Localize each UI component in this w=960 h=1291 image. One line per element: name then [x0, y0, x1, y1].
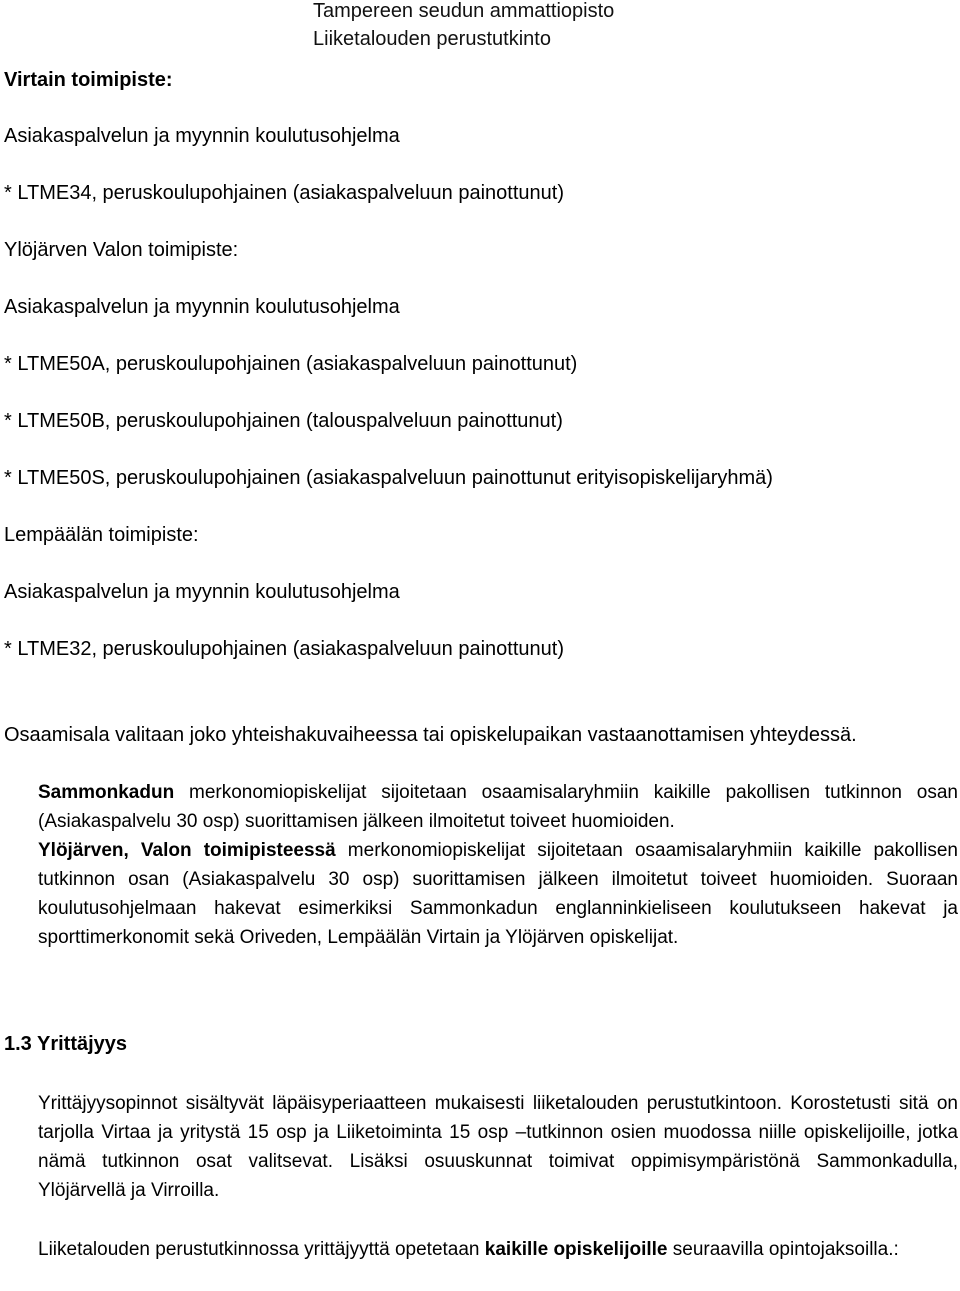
degree-name: Liiketalouden perustutkinto [313, 28, 551, 50]
placement-paragraph [38, 836, 958, 952]
section-title: 1.3 Yrittäjyys [4, 1033, 128, 1055]
ylojarvi-item: * LTME50B, peruskoulupohjainen (talouspalveluun painottunut) [4, 410, 563, 432]
final-post: seuraavilla opintojaksoilla.: [667, 1239, 899, 1260]
virtain-item: * LTME34, peruskoulupohjainen (asiakaspalveluun painottunut) [4, 182, 564, 204]
ylojarvi-program: Asiakaspalvelun ja myynnin koulutusohjelma [4, 296, 400, 318]
lempaala-program: Asiakaspalvelun ja myynnin koulutusohjelma [4, 581, 400, 603]
final-paragraph [38, 1235, 958, 1264]
ylojarvi-heading: Ylöjärven Valon toimipiste: [4, 239, 239, 261]
virtain-heading: Virtain toimipiste: [4, 69, 173, 91]
placement-body: merkonomiopiskelijat sijoitetaan osaamisalaryhmiin kaikille pakollisen tutkinnon osan (Asiakaspalvelu 30 osp) suorittamisen jälkeen ilmoitetut toiveet huomioiden. [38, 782, 958, 832]
ylojarvi-item: * LTME50S, peruskoulupohjainen (asiakaspalveluun painottunut erityisopiskelijaryhmä) [4, 467, 773, 489]
lempaala-heading: Lempäälän toimipiste: [4, 524, 199, 546]
final-body [38, 1235, 958, 1264]
org-name: Tampereen seudun ammattiopisto [313, 0, 615, 22]
placement-bold: Ylöjärven, Valon toimipisteessä [38, 840, 336, 861]
placement-paragraph [38, 778, 958, 836]
section-paragraph [38, 1089, 958, 1205]
lempaala-item: * LTME32, peruskoulupohjainen (asiakaspalveluun painottunut) [4, 638, 564, 660]
virtain-program: Asiakaspalvelun ja myynnin koulutusohjelma [4, 125, 400, 147]
placement-body: merkonomiopiskelijat sijoitetaan osaamisalaryhmiin kaikille pakollisen tutkinnon osan (Asiakaspalvelu 30 osp) suorittamisen jälkeen ilmoitetut toiveet huomioiden. Suoraan koulutusohjelmaan hakevat esimerkiksi Sammonkadun englanninkieliseen koulutukseen hakevat ja sporttimerkonomit sekä Oriveden, Lempäälän Virtain ja Ylöjärven opiskelijat. [38, 840, 959, 948]
placement-text [38, 778, 958, 952]
osaamisala-note: Osaamisala valitaan joko yhteishakuvaiheessa tai opiskelupaikan vastaanottamisen yhteydessä. [4, 724, 857, 746]
ylojarvi-item: * LTME50A, peruskoulupohjainen (asiakaspalveluun painottunut) [4, 353, 578, 375]
section-body: Yrittäjyysopinnot sisältyvät läpäisyperiaatteen mukaisesti liiketalouden perustutkintoon. Korostetusti sitä on tarjolla Virtaa ja yritystä 15 osp ja Liiketoiminta 15 osp –tutkinnon osien muodossa niille opiskelijoille, jotka nämä tutkinnon osat valitsevat. Lisäksi osuuskunnat toimivat oppimisympäristönä Sammonkadulla, Ylöjärvellä ja Virroilla. [38, 1093, 958, 1201]
final-bold: kaikille opiskelijoille [484, 1239, 668, 1260]
placement-bold: Sammonkadun [38, 782, 175, 803]
final-pre: Liiketalouden perustutkinnossa yrittäjyyttä opetetaan [38, 1239, 485, 1260]
